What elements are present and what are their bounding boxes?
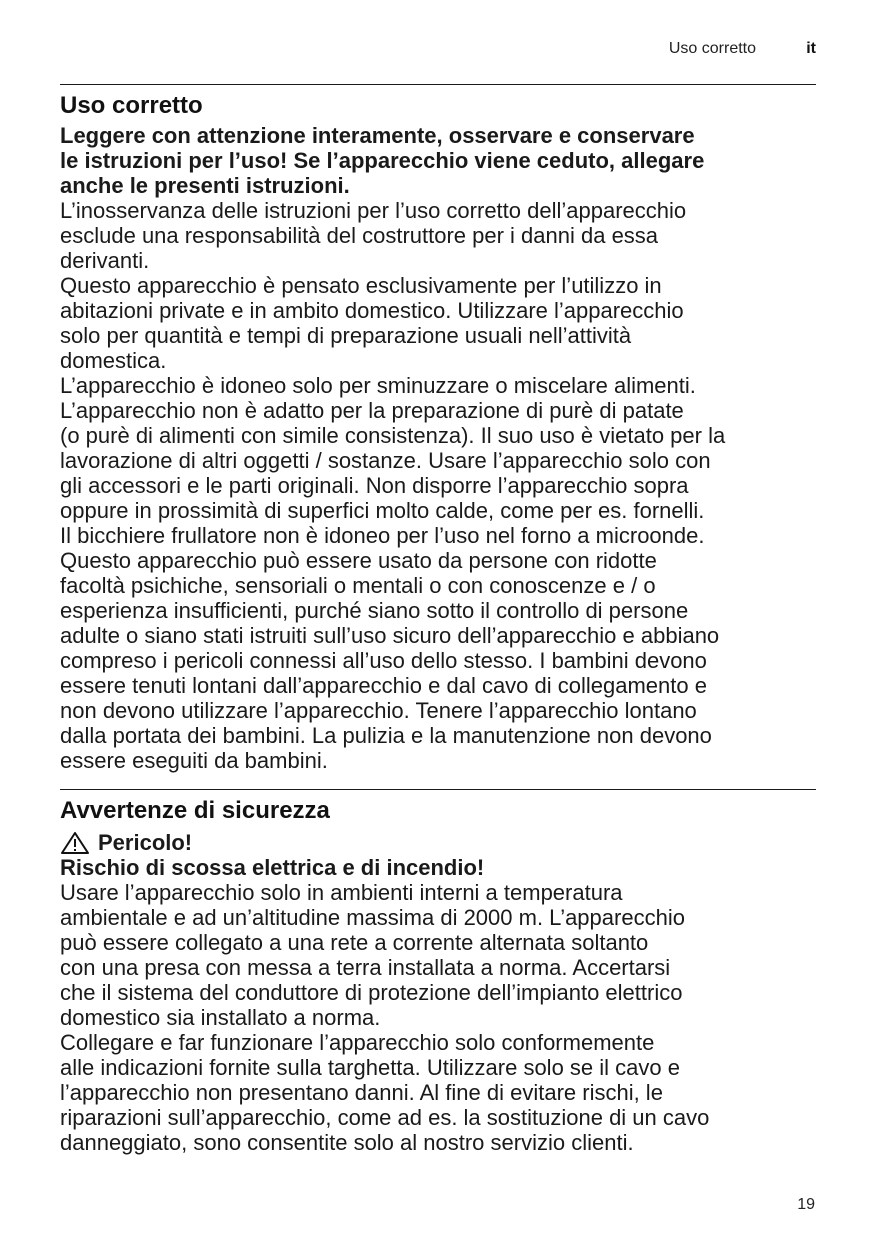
section-avvertenze: [60, 796, 820, 1155]
body-line: con una presa con messa a terra installata a norma. Accertarsi: [60, 955, 671, 980]
section-divider: [60, 789, 816, 790]
body-line: esclude una responsabilità del costruttore per i danni da essa: [60, 223, 659, 248]
body-line: L’apparecchio non è adatto per la preparazione di purè di patate: [60, 398, 684, 423]
body-line: dalla portata dei bambini. La pulizia e la manutenzione non devono: [60, 723, 712, 748]
body-line: Questo apparecchio è pensato esclusivamente per l’utilizzo in: [60, 273, 662, 298]
body-line: solo per quantità e tempi di preparazione usuali nell’attività: [60, 323, 632, 348]
body-line: Il bicchiere frullatore non è idoneo per l’uso nel forno a microonde.: [60, 523, 705, 548]
body-line: danneggiato, sono consentite solo al nostro servizio clienti.: [60, 1130, 634, 1155]
body-text: [60, 880, 820, 1155]
body-line: Questo apparecchio può essere usato da persone con ridotte: [60, 548, 657, 573]
body-line: l’apparecchio non presentano danni. Al fine di evitare rischi, le: [60, 1080, 663, 1105]
section-uso-corretto: [60, 91, 820, 773]
warning-triangle-icon: [60, 831, 90, 855]
intro-line: Leggere con attenzione interamente, osservare e conservare: [60, 123, 695, 148]
body-line: domestica.: [60, 348, 167, 373]
body-line: non devono utilizzare l’apparecchio. Tenere l’apparecchio lontano: [60, 698, 697, 723]
warning-subtitle: Rischio di scossa elettrica e di incendio!: [60, 855, 485, 880]
body-line: derivanti.: [60, 248, 150, 273]
intro-bold-text: [60, 123, 820, 198]
top-divider: [60, 84, 816, 85]
section-title-avvertenze: Avvertenze di sicurezza: [60, 797, 330, 824]
body-line: oppure in prossimità di superfici molto calde, come per es. fornelli.: [60, 498, 705, 523]
section-title-uso-corretto: Uso corretto: [60, 92, 203, 119]
body-line: essere eseguiti da bambini.: [60, 748, 328, 773]
body-line: domestico sia installato a norma.: [60, 1005, 381, 1030]
header-section-title: Uso corretto: [668, 40, 756, 57]
body-line: L’inosservanza delle istruzioni per l’uso corretto dell’apparecchio: [60, 198, 687, 223]
intro-line: anche le presenti istruzioni.: [60, 173, 350, 198]
body-line: adulte o siano stati istruiti sull’uso sicuro dell’apparecchio e abbiano: [60, 623, 720, 648]
body-line: compreso i pericoli connessi all’uso dello stesso. I bambini devono: [60, 648, 707, 673]
body-line: riparazioni sull’apparecchio, come ad es. la sostituzione di un cavo: [60, 1105, 710, 1130]
body-line: può essere collegato a una rete a corrente alternata soltanto: [60, 930, 649, 955]
body-line: essere tenuti lontani dall’apparecchio e dal cavo di collegamento e: [60, 673, 707, 698]
body-line: Collegare e far funzionare l’apparecchio solo conformemente: [60, 1030, 655, 1055]
body-line: alle indicazioni fornite sulla targhetta. Utilizzare solo se il cavo e: [60, 1055, 680, 1080]
body-line: ambientale e ad un’altitudine massima di 2000 m. L’apparecchio: [60, 905, 685, 930]
warning-label: Pericolo!: [98, 830, 193, 855]
warning-heading: [60, 830, 820, 855]
body-line: L’apparecchio è idoneo solo per sminuzzare o miscelare alimenti.: [60, 373, 696, 398]
body-line: lavorazione di altri oggetti / sostanze. Usare l’apparecchio solo con: [60, 448, 711, 473]
page-number: 19: [797, 1196, 815, 1213]
body-line: che il sistema del conduttore di protezione dell’impianto elettrico: [60, 980, 683, 1005]
header-language-code: it: [806, 40, 816, 57]
body-text: [60, 198, 820, 773]
body-line: facoltà psichiche, sensoriali o mentali o con conoscenze e / o: [60, 573, 656, 598]
body-line: esperienza insufficienti, purché siano sotto il controllo di persone: [60, 598, 689, 623]
body-line: abitazioni private e in ambito domestico. Utilizzare l’apparecchio: [60, 298, 684, 323]
body-line: (o purè di alimenti con simile consistenza). Il suo uso è vietato per la: [60, 423, 726, 448]
intro-line: le istruzioni per l’uso! Se l’apparecchio viene ceduto, allegare: [60, 148, 705, 173]
page-header: [60, 40, 816, 64]
body-line: Usare l’apparecchio solo in ambienti interni a temperatura: [60, 880, 623, 905]
body-line: gli accessori e le parti originali. Non disporre l’apparecchio sopra: [60, 473, 689, 498]
